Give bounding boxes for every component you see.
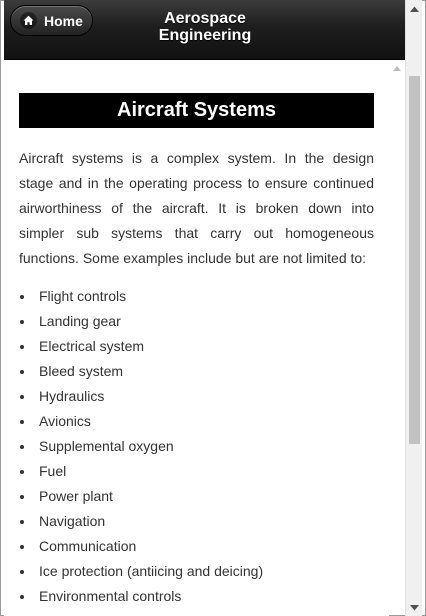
title-line-1: Aerospace bbox=[164, 10, 246, 27]
scrollbar[interactable] bbox=[405, 0, 422, 616]
list-item: Electrical system bbox=[19, 334, 374, 359]
list-item: Avionics bbox=[19, 409, 374, 434]
home-button[interactable] bbox=[10, 5, 93, 36]
list-item: Navigation bbox=[19, 509, 374, 534]
list-item: Communication bbox=[19, 534, 374, 559]
list-item: Ice protection (antiicing and deicing) bbox=[19, 559, 374, 584]
intro-paragraph: Aircraft systems is a complex system. In the design stage and in the operating process to ensure continued airworthiness of the aircraft. It is broken down into simpler sub systems that carry out homogeneous functions. Some examples include but are not limited to: bbox=[19, 150, 374, 266]
arrow-down-icon[interactable] bbox=[406, 599, 423, 616]
content-area bbox=[4, 61, 389, 616]
list-item: Supplemental oxygen bbox=[19, 434, 374, 459]
header-bar bbox=[4, 0, 406, 60]
home-icon bbox=[20, 12, 37, 29]
scrollbar-thumb[interactable] bbox=[409, 76, 420, 444]
list-item: Fuel bbox=[19, 459, 374, 484]
systems-list bbox=[19, 284, 374, 609]
title-line-2: Engineering bbox=[158, 27, 252, 44]
list-item: Environmental controls bbox=[19, 584, 374, 609]
list-item: Power plant bbox=[19, 484, 374, 509]
list-item: Hydraulics bbox=[19, 384, 374, 409]
list-item: Flight controls bbox=[19, 284, 374, 309]
list-item: Bleed system bbox=[19, 359, 374, 384]
page-title bbox=[116, 10, 294, 44]
list-item: Landing gear bbox=[19, 309, 374, 334]
arrow-up-icon[interactable] bbox=[406, 0, 423, 17]
home-button-label: Home bbox=[44, 12, 83, 29]
section-heading: Aircraft Systems bbox=[19, 93, 374, 128]
inner-scroll-up-icon[interactable] bbox=[390, 61, 404, 75]
